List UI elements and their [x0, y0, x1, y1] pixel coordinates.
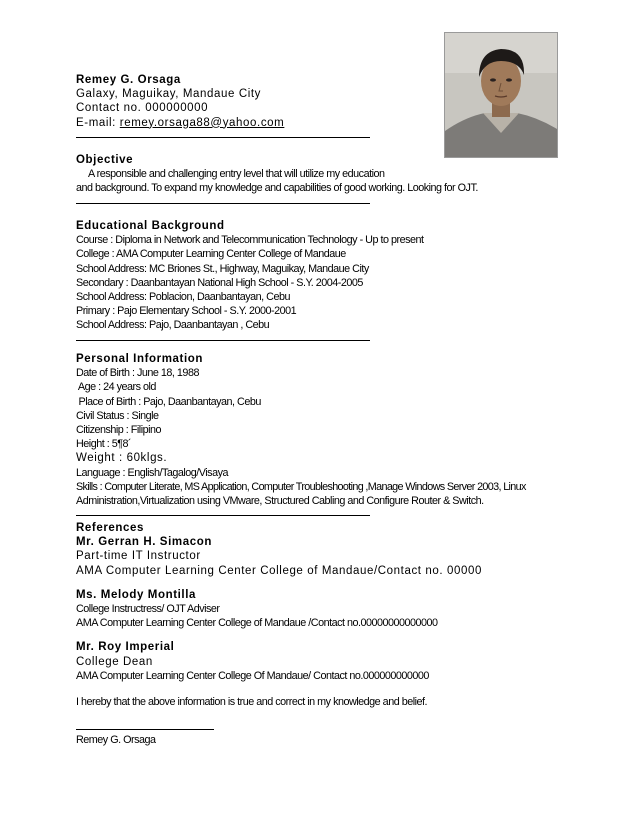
- education-line: School Address: Poblacion, Daanbantayan, Cebu: [76, 290, 290, 303]
- education-line: Secondary : Daanbantayan National High School - S.Y. 2004-2005: [76, 276, 363, 289]
- reference-org: AMA Computer Learning Center College of Mandaue/Contact no. 00000: [76, 564, 482, 577]
- reference-name: Mr. Gerran H. Simacon: [76, 536, 212, 549]
- reference-title: College Dean: [76, 655, 153, 668]
- personal-line: Date of Birth : June 18, 1988: [76, 367, 199, 380]
- reference-org: AMA Computer Learning Center College of Mandaue /Contact no.00000000000000: [76, 617, 438, 630]
- objective-heading: Objective: [76, 154, 134, 166]
- email-line: [76, 116, 556, 130]
- personal-line: Place of Birth : Pajo, Daanbantayan, Cebu: [76, 395, 261, 408]
- references-section: [76, 521, 556, 683]
- reference-name: Mr. Roy Imperial: [76, 641, 175, 654]
- divider: [76, 130, 556, 144]
- personal-line: Weight : 60klgs.: [76, 452, 168, 465]
- objective-line-1: A responsible and challenging entry level that will utilize my education: [88, 168, 385, 181]
- reference-name: Ms. Melody Montilla: [76, 588, 197, 601]
- reference-title: College Instructress/ OJT Adviser: [76, 602, 220, 615]
- education-line: School Address: MC Briones St., Highway, Maguikay, Mandaue City: [76, 262, 369, 275]
- personal-line: Height : 5¶8´: [76, 438, 132, 451]
- personal-line: Citizenship : Filipino: [76, 423, 162, 436]
- signature-name: Remey G. Orsaga: [76, 734, 156, 747]
- certification-statement: I hereby that the above information is true and correct in my knowledge and belief.: [76, 696, 428, 708]
- personal-line: Administration,Virtualization using VMware, Structured Cabling and Configure Router & Switch.: [76, 494, 484, 507]
- personal-line: Language : English/Tagalog/Visaya: [76, 466, 228, 479]
- divider: [76, 508, 556, 522]
- divider: [76, 196, 556, 210]
- divider: [76, 333, 556, 347]
- email-label: E-mail:: [76, 116, 120, 129]
- personal-line: Civil Status : Single: [76, 409, 159, 422]
- certification-section: [76, 695, 556, 747]
- objective-section: [76, 153, 556, 210]
- contact-header: [76, 73, 556, 144]
- objective-line-2: and background. To expand my knowledge and capabilities of good working. Looking for OJT.: [76, 182, 478, 195]
- education-line: Primary : Pajo Elementary School - S.Y. 2000-2001: [76, 305, 297, 318]
- reference-org: AMA Computer Learning Center College Of Mandaue/ Contact no.000000000000: [76, 669, 429, 682]
- personal-section: [76, 352, 556, 522]
- education-line: Course : Diploma in Network and Telecommunication Technology - Up to present: [76, 234, 424, 247]
- address: Galaxy, Maguikay, Mandaue City: [76, 88, 262, 101]
- reference-title: Part-time IT Instructor: [76, 550, 201, 563]
- references-heading: References: [76, 522, 145, 534]
- education-line: College : AMA Computer Learning Center College of Mandaue: [76, 248, 346, 261]
- applicant-name: Remey G. Orsaga: [76, 74, 181, 86]
- personal-heading: Personal Information: [76, 353, 204, 365]
- education-heading: Educational Background: [76, 220, 225, 232]
- personal-line: Skills : Computer Literate, MS Application, Computer Troubleshooting ,Manage Windows Server 2003, Linux: [76, 480, 526, 493]
- personal-line: Age : 24 years old: [76, 381, 156, 394]
- email-link[interactable]: remey.orsaga88@yahoo.com: [119, 116, 285, 129]
- education-line: School Address: Pajo, Daanbantayan , Cebu: [76, 319, 270, 332]
- education-section: [76, 219, 556, 347]
- signature-line: [76, 721, 556, 733]
- contact-number: Contact no. 000000000: [76, 102, 209, 115]
